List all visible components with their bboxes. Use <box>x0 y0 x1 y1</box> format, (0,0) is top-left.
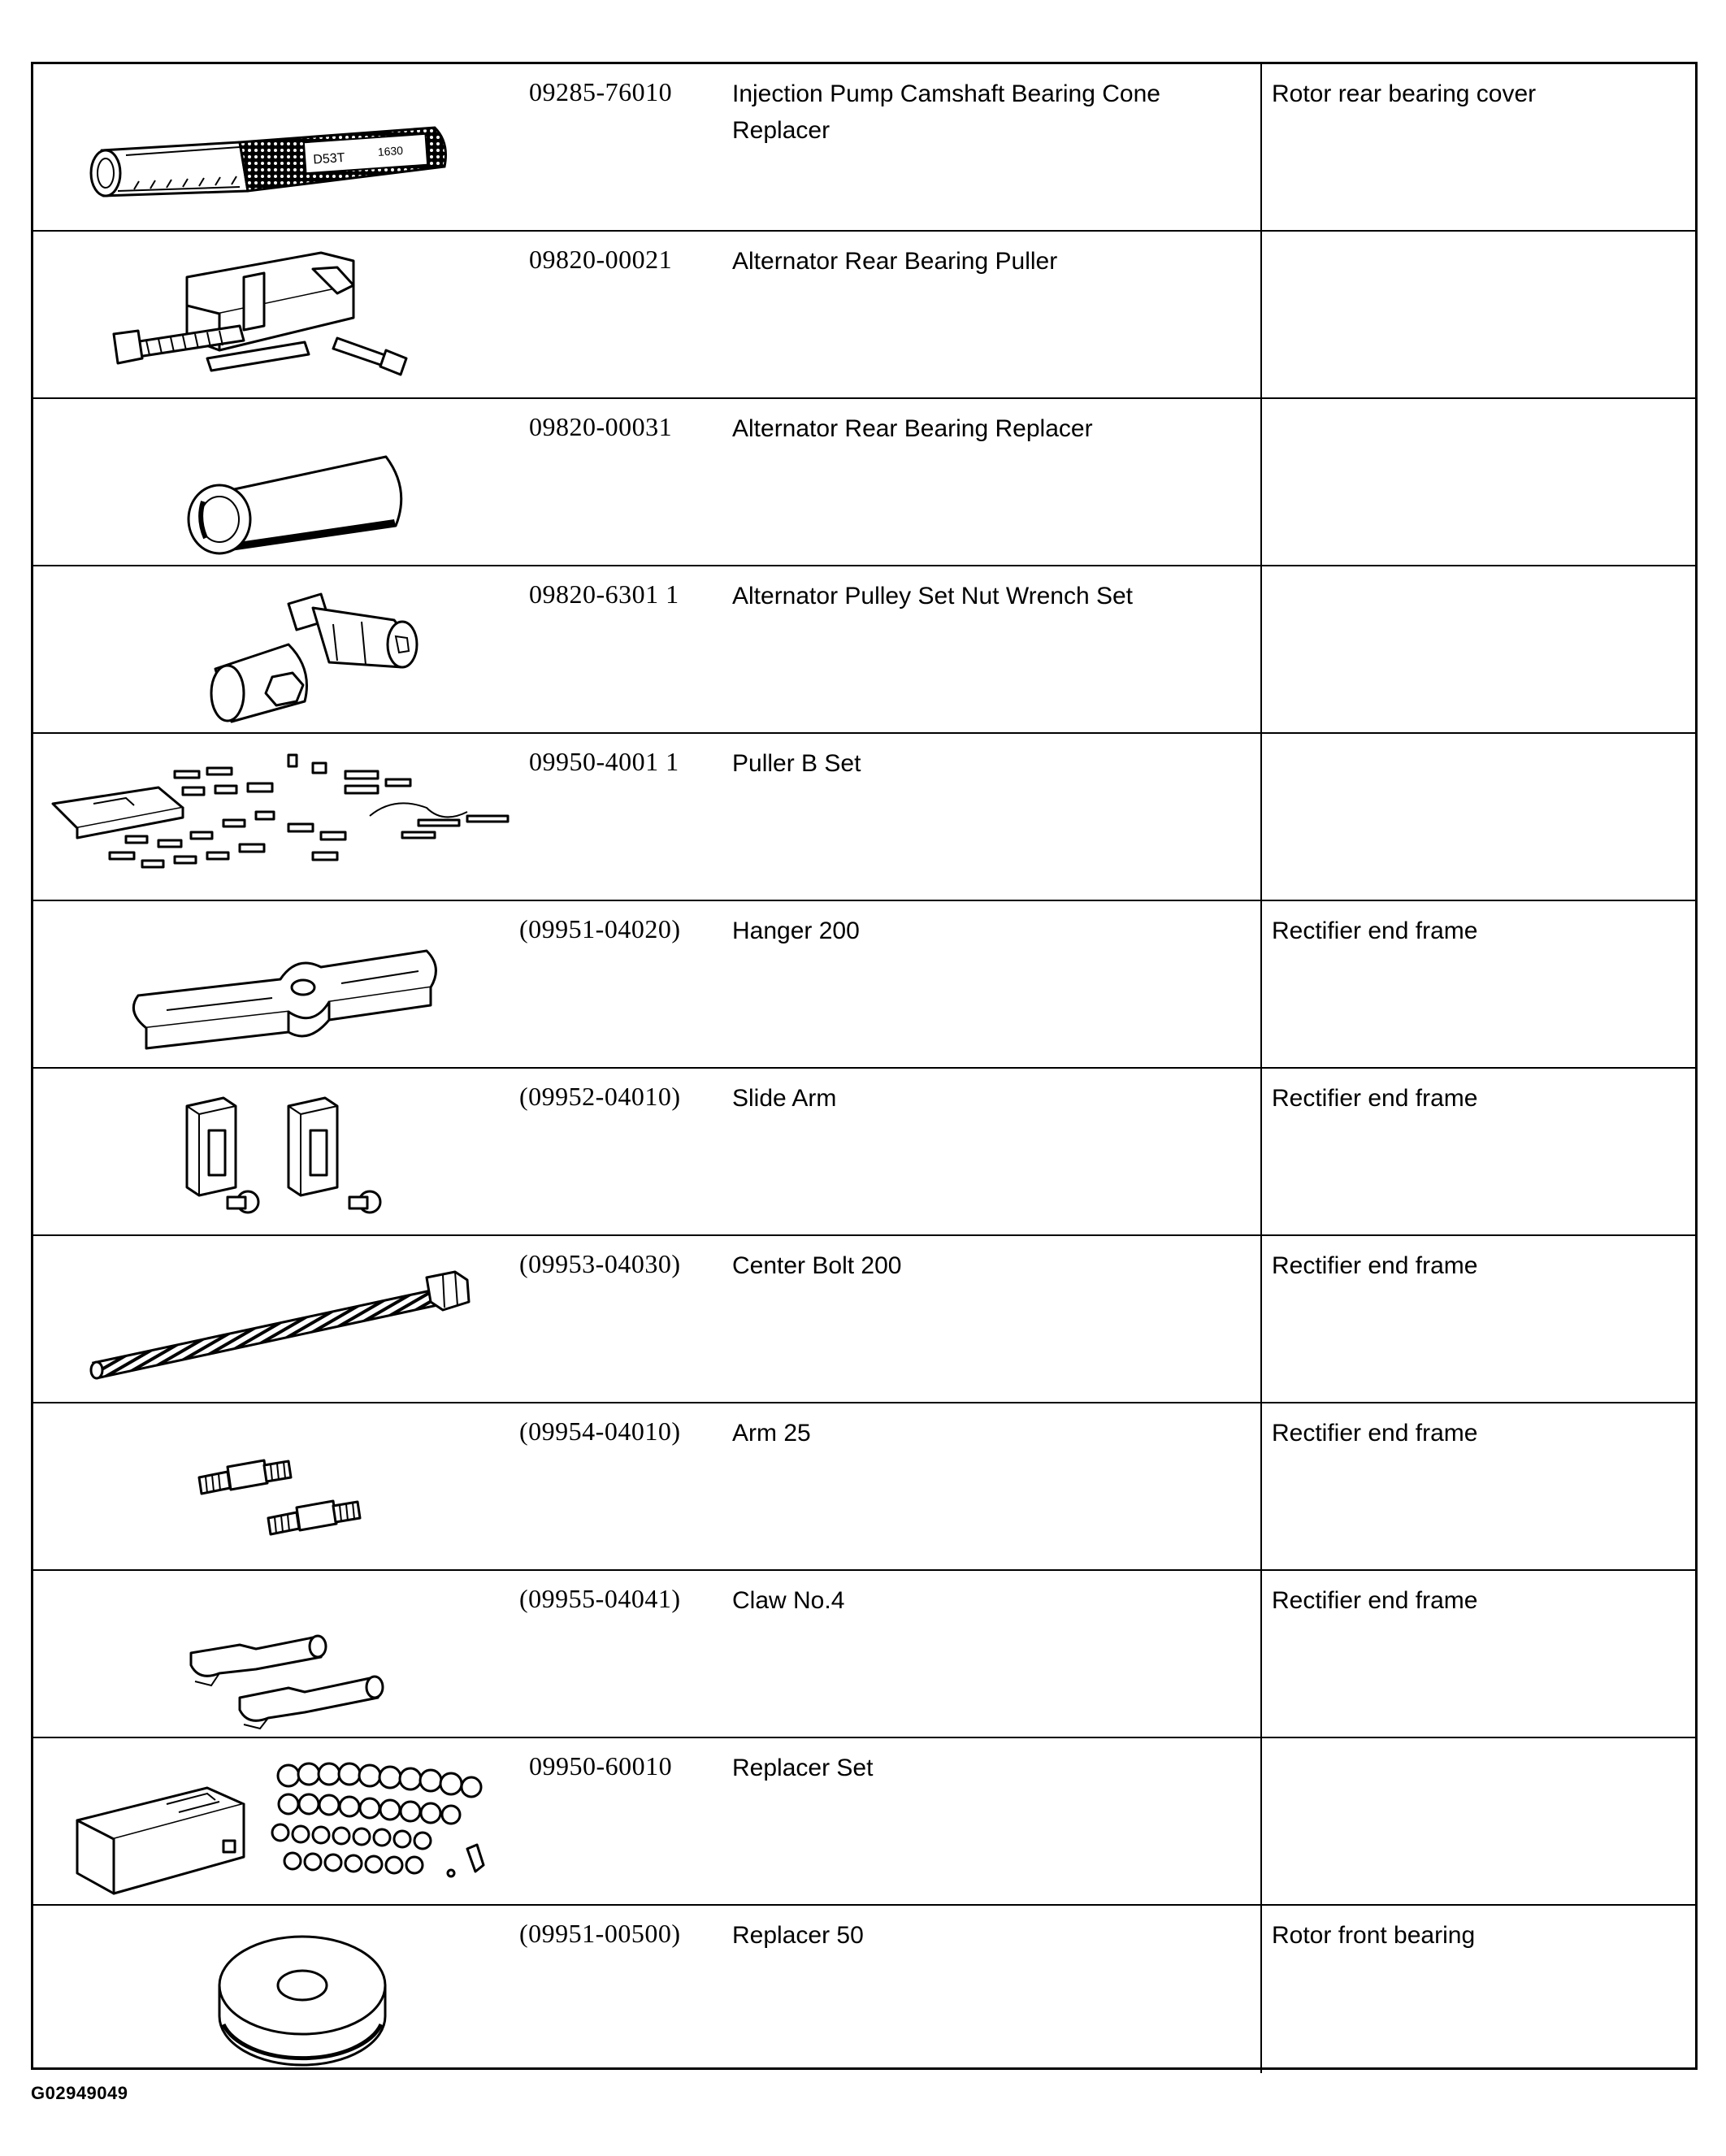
part-number: 09950-60010 <box>529 1751 673 1781</box>
bearing-cone-replacer-illustration <box>45 69 532 227</box>
replacer-disc-illustration <box>45 1911 532 2068</box>
table-row <box>33 399 1695 566</box>
usage-note: Rectifier end frame <box>1272 1587 1478 1614</box>
table-row <box>33 1738 1695 1906</box>
special-tool-table <box>31 62 1698 2070</box>
table-row <box>33 1069 1695 1236</box>
tool-stamp-left: D53T <box>312 150 346 167</box>
table-row <box>33 901 1695 1069</box>
part-name: Alternator Rear Bearing Replacer <box>732 415 1093 442</box>
puller-b-set-illustration <box>45 739 532 896</box>
bearing-puller-illustration <box>45 236 532 394</box>
usage-note: Rectifier end frame <box>1272 1085 1478 1112</box>
part-number: 09820-00021 <box>529 245 673 274</box>
usage-note: Rectifier end frame <box>1272 1252 1478 1279</box>
claws-illustration <box>45 1576 532 1733</box>
part-name: Arm 25 <box>732 1420 811 1447</box>
part-name: Slide Arm <box>732 1085 837 1112</box>
part-number: (09953-04030) <box>519 1249 681 1278</box>
usage-note: Rotor rear bearing cover <box>1272 80 1537 107</box>
table-row <box>33 232 1695 399</box>
part-name: Center Bolt 200 <box>732 1252 902 1279</box>
usage-note: Rectifier end frame <box>1272 917 1478 944</box>
usage-note: Rotor front bearing <box>1272 1922 1476 1949</box>
part-name: Alternator Rear Bearing Puller <box>732 248 1058 275</box>
part-name: Hanger 200 <box>732 917 860 944</box>
part-name: Puller B Set <box>732 750 861 777</box>
tool-stamp-right: 1630 <box>377 143 404 158</box>
part-number: 09820-00031 <box>529 412 673 441</box>
arm-studs-illustration <box>45 1408 532 1566</box>
part-number: 09285-76010 <box>529 77 673 106</box>
part-number: 09950-4001 1 <box>529 747 679 776</box>
table-row <box>33 1403 1695 1571</box>
table-row <box>33 1906 1695 2073</box>
replacer-set-illustration <box>45 1743 532 1901</box>
part-name: Alternator Pulley Set Nut Wrench Set <box>732 583 1134 609</box>
bearing-replacer-illustration <box>45 404 532 562</box>
part-number: 09820-6301 1 <box>529 579 679 609</box>
table-row <box>33 1236 1695 1403</box>
pulley-nut-wrench-illustration <box>45 571 532 729</box>
table-row <box>33 64 1695 232</box>
part-number: (09955-04041) <box>519 1584 681 1613</box>
hanger-bar-illustration <box>45 906 532 1064</box>
table-row <box>33 1571 1695 1738</box>
figure-id: G02949049 <box>31 2083 128 2103</box>
part-number: (09954-04010) <box>519 1416 681 1446</box>
part-number: (09951-04020) <box>519 914 681 944</box>
part-number: (09952-04010) <box>519 1082 681 1111</box>
part-number: (09951-00500) <box>519 1919 681 1948</box>
usage-note: Rectifier end frame <box>1272 1420 1478 1447</box>
part-name: Claw No.4 <box>732 1587 845 1614</box>
part-name: Replacer 50 <box>732 1922 864 1949</box>
center-bolt-illustration <box>45 1241 532 1399</box>
slide-arm-illustration <box>45 1074 532 1231</box>
table-row <box>33 566 1695 734</box>
part-name: Injection Pump Camshaft Bearing Cone Replacer <box>732 80 1160 144</box>
table-row <box>33 734 1695 901</box>
part-name: Replacer Set <box>732 1755 874 1781</box>
